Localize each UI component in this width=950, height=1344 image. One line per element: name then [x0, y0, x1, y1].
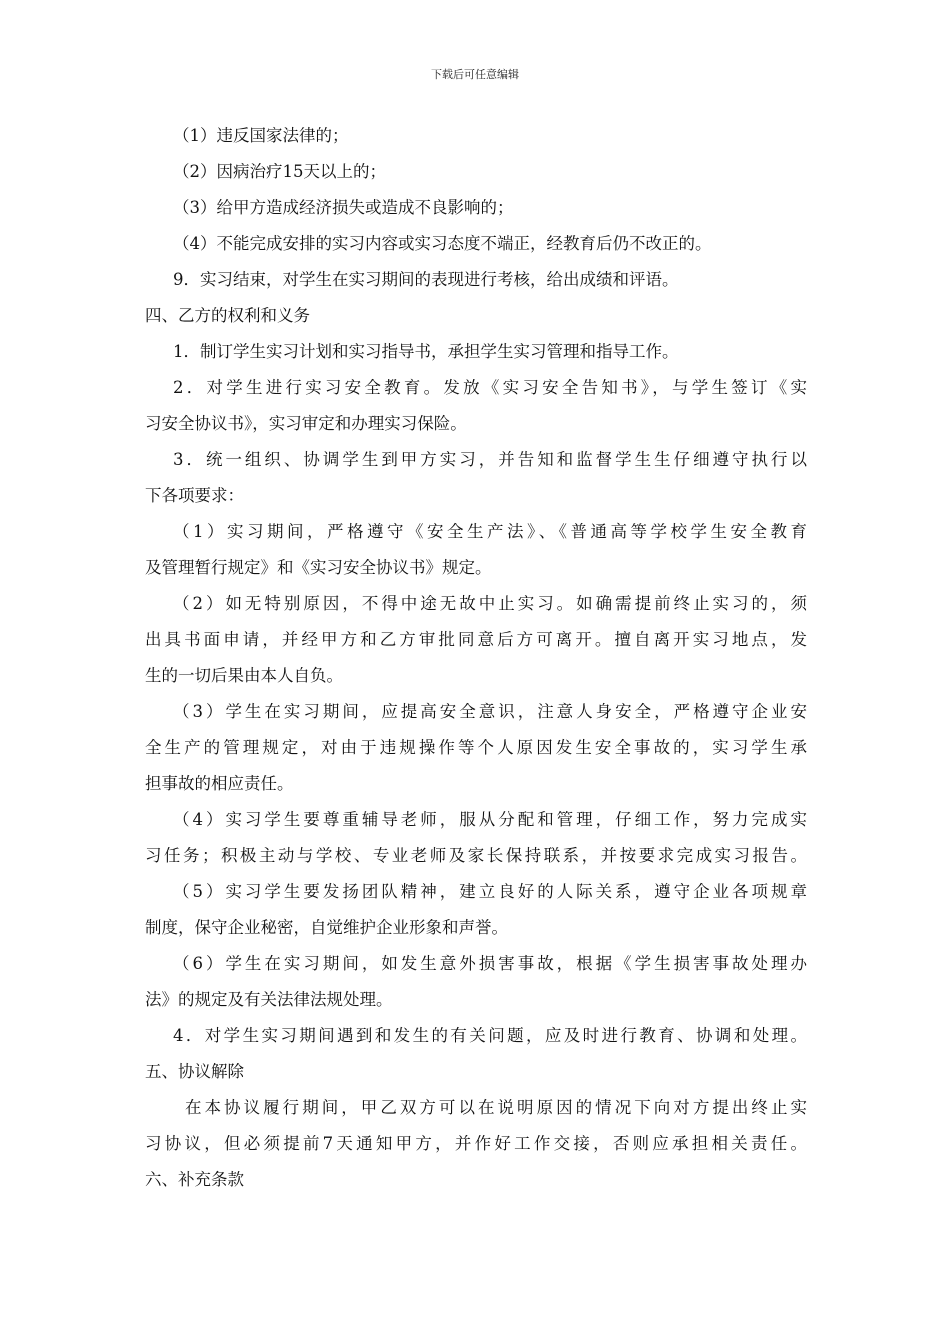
text-line: （2）因病治疗15天以上的；	[173, 162, 386, 181]
text-line: 3．统一组织、协调学生到甲方实习，并告知和监督学生生仔细遵守执行以	[173, 450, 807, 469]
text-line: 出具书面申请，并经甲方和乙方审批同意后方可离开。擅自离开实习地点，发	[145, 630, 807, 649]
text-line: 五、协议解除	[145, 1062, 244, 1081]
text-line: （5）实习学生要发扬团队精神，建立良好的人际关系，遵守企业各项规章	[173, 882, 807, 901]
text-line: （4）不能完成安排的实习内容或实习态度不端正，经教育后仍不改正的。	[173, 234, 712, 253]
text-line: （1）实习期间，严格遵守《安全生产法》、《普通高等学校学生安全教育	[173, 522, 807, 541]
text-line: （3）给甲方造成经济损失或造成不良影响的；	[173, 198, 514, 217]
text-line: （1）违反国家法律的；	[173, 126, 349, 145]
text-line: 制度，保守企业秘密，自觉维护企业形象和声誉。	[145, 918, 508, 937]
text-line: 下各项要求：	[145, 486, 244, 505]
text-line: 及管理暂行规定》和《实习安全协议书》规定。	[145, 558, 492, 577]
text-line: （3）学生在实习期间，应提高安全意识，注意人身安全，严格遵守企业安	[173, 702, 807, 721]
text-line: 法》的规定及有关法律法规处理。	[145, 990, 393, 1009]
text-line: （4）实习学生要尊重辅导老师，服从分配和管理，仔细工作，努力完成实	[173, 810, 807, 829]
text-line: 习安全协议书》，实习审定和办理实习保险。	[145, 414, 467, 433]
text-line: 1．制订学生实习计划和实习指导书，承担学生实习管理和指导工作。	[173, 342, 679, 361]
text-line: （6）学生在实习期间，如发生意外损害事故，根据《学生损害事故处理办	[173, 954, 807, 973]
page-header-note: 下载后可任意编辑	[431, 68, 519, 81]
text-line: 习协议，但必须提前7天通知甲方，并作好工作交接，否则应承担相关责任。	[145, 1134, 807, 1153]
text-line: 全生产的管理规定，对由于违规操作等个人原因发生安全事故的，实习学生承	[145, 738, 807, 757]
text-line: 习任务；积极主动与学校、专业老师及家长保持联系，并按要求完成实习报告。	[145, 846, 807, 865]
text-line: 4．对学生实习期间遇到和发生的有关问题，应及时进行教育、协调和处理。	[173, 1026, 807, 1045]
text-line: 2．对学生进行实习安全教育。发放《实习安全告知书》，与学生签订《实	[173, 378, 807, 397]
document-body	[145, 118, 807, 1198]
text-line: 9．实习结束，对学生在实习期间的表现进行考核，给出成绩和评语。	[173, 270, 679, 289]
text-line: 在本协议履行期间，甲乙双方可以在说明原因的情况下向对方提出终止实	[185, 1098, 807, 1117]
text-line: 担事故的相应责任。	[145, 774, 294, 793]
text-line: 六、补充条款	[145, 1170, 244, 1189]
text-line: （2）如无特别原因，不得中途无故中止实习。如确需提前终止实习的，须	[173, 594, 807, 613]
text-line: 四、乙方的权利和义务	[145, 306, 310, 325]
text-line: 生的一切后果由本人自负。	[145, 666, 343, 685]
